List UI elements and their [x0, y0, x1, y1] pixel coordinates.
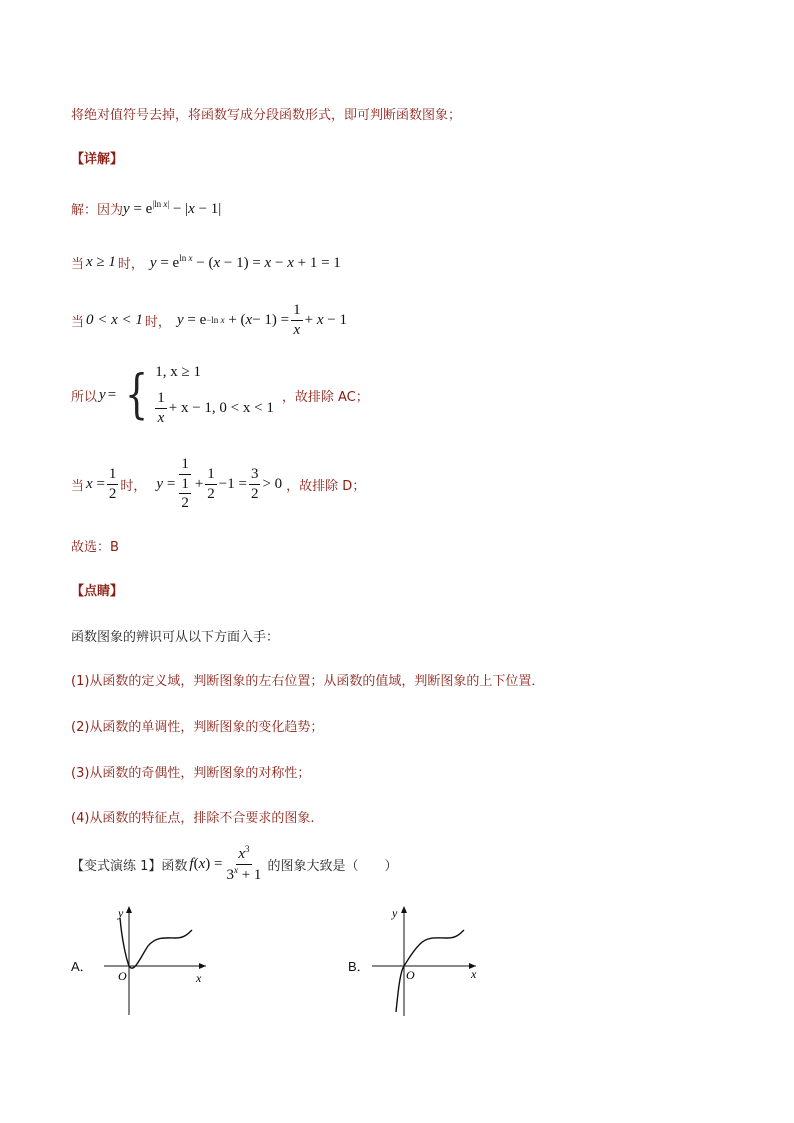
case1-condition: x ≥ 1: [86, 253, 116, 270]
curve-a: [120, 918, 192, 968]
check-line: [71, 456, 365, 512]
variant-prefix: 【变式演练 1】函数: [71, 858, 188, 874]
check-suffix: ，故排除 D；: [286, 478, 366, 494]
case1-line: [71, 250, 341, 274]
solution-line: [71, 196, 221, 220]
variant-question: [71, 844, 397, 884]
solution-prefix: 解：因为: [71, 202, 124, 218]
piecewise-y: y: [99, 386, 106, 403]
option-a-label[interactable]: A．: [71, 959, 93, 974]
answer-text: 故选：B: [71, 540, 119, 555]
check-time: 时，: [120, 478, 147, 494]
y-axis-arrow-icon: [401, 906, 407, 913]
piecewise-cases: [155, 364, 274, 426]
left-brace-icon: {: [125, 365, 149, 425]
piecewise-row1: 1, x ≥ 1: [155, 364, 201, 380]
piecewise-row2-tail: + x − 1, 0 < x < 1: [168, 399, 274, 416]
piecewise-prefix: 所以: [71, 389, 98, 405]
case2-condition: 0 < x < 1: [86, 311, 143, 328]
x-axis-arrow-icon: [199, 963, 206, 969]
case1-formula: $y = e^{ln x} - (x - 1) = x - x + 1 = 1$: [149, 252, 341, 271]
y-axis-arrow-icon: [126, 906, 132, 913]
detail-heading: 【详解】: [71, 152, 124, 167]
case2-formula: y = e −ln x + ( x − 1) = $\frac{1}{x}$ + x − 1: [176, 302, 347, 338]
piecewise-line: [71, 362, 369, 428]
tip-4: (4)从函数的特征点，排除不合要求的图象.: [71, 811, 315, 826]
check-formula: y = $\frac{1}{\frac{1}{2}}$ + $\frac{1}{2}$ −1 = $\frac{3}{2}$ > 0: [156, 456, 283, 512]
tip-2: (2)从函数的单调性，判断图象的变化趋势；: [71, 720, 324, 735]
option-a-graph[interactable]: [96, 900, 216, 1020]
piecewise-eq: =: [107, 386, 117, 403]
origin-label: O: [118, 969, 127, 983]
case1-suffix: 时，: [117, 256, 144, 272]
remark-heading: 【点睛】: [71, 584, 124, 599]
intro-text: 将绝对值符号去掉，将函数写成分段函数形式，即可判断函数图象；: [71, 108, 462, 123]
case2-suffix: 时，: [144, 314, 171, 330]
origin-label: O: [406, 968, 415, 982]
check-x: x = $\frac{1}{2}$: [86, 466, 117, 502]
y-axis-label: y: [392, 906, 398, 920]
option-b-graph[interactable]: [372, 900, 492, 1020]
y-axis-label: y: [118, 906, 124, 920]
tip-1: (1)从函数的定义域，判断图象的左右位置；从函数的值域，判断图象的上下位置．: [71, 674, 545, 689]
check-prefix: 当: [71, 478, 85, 494]
piecewise-row2: $\frac{1}{x}$ + x − 1, 0 < x < 1: [157, 390, 274, 426]
remark-intro: 函数图象的辨识可从以下方面入手：: [71, 630, 280, 645]
variant-suffix: 的图象大致是（ ）: [267, 858, 398, 874]
case2-prefix: 当: [71, 314, 85, 330]
option-b-label[interactable]: B．: [348, 959, 370, 974]
x-axis-label: x: [471, 967, 477, 981]
solution-formula: $y = e^{|ln x|} - |x - 1|$: [123, 198, 222, 217]
case1-prefix: 当: [71, 256, 85, 272]
tip-3: (3)从函数的奇偶性，判断图象的对称性；: [71, 766, 311, 781]
x-axis-label: x: [196, 971, 202, 985]
variant-function: f ( x ) = $\frac{x^3}{3^x + 1}$: [189, 844, 262, 883]
case2-line: [71, 297, 347, 343]
piecewise-suffix: ，故排除 AC；: [281, 389, 369, 405]
